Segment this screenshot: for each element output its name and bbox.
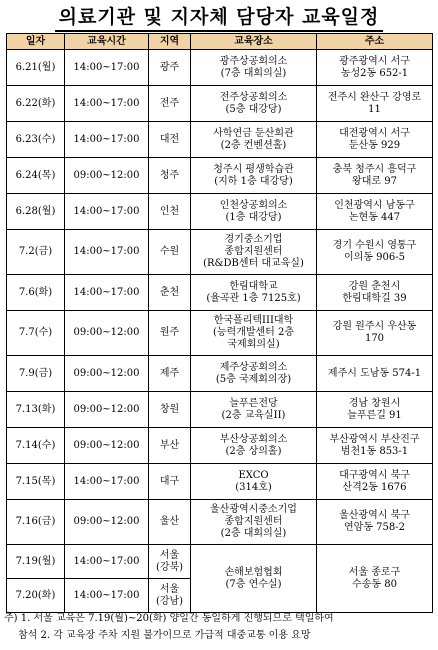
address-cell-line: 범천1동 853-1 bbox=[340, 445, 409, 457]
address-cell-line: 논현동 447 bbox=[348, 211, 401, 223]
venue-cell bbox=[191, 464, 317, 500]
venue-cell-line: (5층 대강당) bbox=[225, 103, 282, 115]
date-cell bbox=[7, 500, 65, 545]
venue-cell-line: (능력개발센터 2층 bbox=[212, 327, 295, 338]
date-cell-line: 6.28(월) bbox=[15, 205, 56, 217]
address-cell-line: 강원 춘천시 bbox=[348, 280, 401, 292]
address-cell bbox=[317, 275, 433, 311]
region-cell bbox=[149, 194, 191, 230]
date-cell-line: 7.19(월) bbox=[15, 555, 56, 567]
region-cell bbox=[149, 579, 191, 613]
table-row bbox=[7, 356, 433, 392]
venue-cell bbox=[191, 392, 317, 428]
region-cell bbox=[149, 500, 191, 545]
address-cell-line: 부산광역시 부산진구 bbox=[329, 433, 420, 445]
venue-cell-line: 청주시 평생학습관 bbox=[213, 163, 294, 175]
venue-cell-line: 사학연금 둔산회관 bbox=[213, 127, 294, 139]
time-cell bbox=[65, 311, 149, 356]
region-cell bbox=[149, 50, 191, 86]
address-cell-line: 경기 수원시 영통구 bbox=[332, 240, 417, 251]
region-cell bbox=[149, 311, 191, 356]
date-cell-line: 7.7(수) bbox=[18, 327, 53, 338]
time-cell-line: 09:00~12:00 bbox=[73, 367, 140, 379]
date-cell-line: 7.2(금) bbox=[18, 246, 53, 257]
region-cell bbox=[149, 392, 191, 428]
address-cell bbox=[317, 122, 433, 158]
time-cell-line: 14:00~17:00 bbox=[73, 475, 140, 487]
address-cell bbox=[317, 194, 433, 230]
venue-cell-line: (지하 1층 대강당) bbox=[214, 175, 293, 187]
date-cell bbox=[7, 428, 65, 464]
venue-cell bbox=[191, 194, 317, 230]
address-cell bbox=[317, 500, 433, 545]
address-cell-line: 170 bbox=[364, 333, 385, 344]
address-cell-line: 대전광역시 서구 bbox=[339, 127, 410, 139]
table-row bbox=[7, 392, 433, 428]
region-cell-line: 서울 bbox=[159, 583, 180, 595]
region-cell-line: 제주 bbox=[159, 367, 180, 379]
venue-cell-line: 광주상공회의소 bbox=[219, 55, 288, 67]
date-cell-line: 7.9(금) bbox=[18, 367, 53, 379]
date-cell bbox=[7, 579, 65, 613]
time-cell bbox=[65, 230, 149, 275]
venue-cell-line: 제주상공회의소 bbox=[219, 361, 288, 373]
address-cell-line: 전주시 완산구 강영로 bbox=[327, 91, 422, 103]
time-cell bbox=[65, 86, 149, 122]
table-row bbox=[7, 464, 433, 500]
address-cell-line: 대구광역시 북구 bbox=[339, 469, 410, 481]
date-cell bbox=[7, 356, 65, 392]
time-cell-line: 14:00~17:00 bbox=[73, 61, 140, 73]
time-cell-line: 14:00~17:00 bbox=[73, 555, 140, 567]
address-cell-line: 한림대학길 39 bbox=[342, 292, 407, 304]
venue-cell-line: (5층 국제회의장) bbox=[215, 373, 292, 385]
date-cell bbox=[7, 122, 65, 158]
venue-cell-line: 한국폴리텍III대학 bbox=[213, 315, 294, 326]
time-cell bbox=[65, 356, 149, 392]
address-cell bbox=[317, 545, 433, 613]
region-cell bbox=[149, 428, 191, 464]
region-cell bbox=[149, 122, 191, 158]
date-cell-line: 7.6(화) bbox=[18, 286, 53, 298]
region-cell-line: 원주 bbox=[159, 327, 180, 338]
address-cell-line: 11 bbox=[368, 103, 381, 115]
region-cell bbox=[149, 356, 191, 392]
venue-cell-line: (7층 연수실) bbox=[225, 578, 282, 590]
date-cell-line: 6.23(수) bbox=[15, 133, 56, 145]
table-row bbox=[7, 122, 433, 158]
address-cell-line: 산격2동 1676 bbox=[342, 481, 407, 493]
time-cell bbox=[65, 50, 149, 86]
region-cell-line: (강남) bbox=[155, 595, 184, 607]
address-cell-line: 둔산동 929 bbox=[348, 139, 401, 151]
table-row bbox=[7, 86, 433, 122]
schedule-table bbox=[6, 33, 433, 613]
date-cell bbox=[7, 50, 65, 86]
address-cell-line: 연암동 758-2 bbox=[344, 522, 405, 533]
venue-cell-line: (2층 컨벤션홀) bbox=[220, 139, 287, 151]
venue-cell-line: 인천상공회의소 bbox=[219, 199, 288, 211]
page-title-text: 의료기관 및 지자체 담당자 교육일정 bbox=[55, 6, 384, 32]
address-cell-line: 왕대로 97 bbox=[352, 175, 397, 187]
date-cell-line: 7.16(금) bbox=[15, 516, 56, 527]
date-cell-line: 6.21(월) bbox=[15, 61, 56, 73]
time-cell-line: 14:00~17:00 bbox=[73, 286, 140, 298]
header-time: 교육시간 bbox=[65, 34, 149, 50]
venue-cell-line: (314호) bbox=[235, 481, 272, 493]
venue-cell-line: (1층 대강당) bbox=[225, 211, 282, 223]
region-cell bbox=[149, 545, 191, 579]
venue-cell bbox=[191, 50, 317, 86]
date-cell-line: 6.24(목) bbox=[15, 169, 56, 181]
time-cell-line: 14:00~17:00 bbox=[73, 589, 140, 601]
venue-cell-line: 경기중소기업 bbox=[224, 234, 283, 245]
region-cell-line: 서울 bbox=[159, 549, 180, 561]
address-cell-line: 울산광역시 북구 bbox=[339, 510, 410, 521]
venue-cell-line: 전주상공회의소 bbox=[219, 91, 288, 103]
venue-cell-line: 한림대학교 bbox=[229, 280, 278, 292]
address-cell-line: 인천광역시 남동구 bbox=[334, 199, 415, 211]
address-cell-line: 광주광역시 서구 bbox=[339, 55, 410, 67]
date-cell-line: 7.20(화) bbox=[15, 589, 56, 601]
address-cell bbox=[317, 50, 433, 86]
time-cell bbox=[65, 158, 149, 194]
venue-cell-line: (7층 대회의실) bbox=[220, 67, 287, 79]
date-cell bbox=[7, 158, 65, 194]
address-cell-line: 서울 종로구 bbox=[348, 566, 401, 578]
address-cell bbox=[317, 464, 433, 500]
date-cell bbox=[7, 230, 65, 275]
table-row bbox=[7, 275, 433, 311]
region-cell-line: (강북) bbox=[155, 561, 184, 573]
time-cell bbox=[65, 194, 149, 230]
region-cell-line: 전주 bbox=[159, 97, 180, 109]
header-date: 일자 bbox=[7, 34, 65, 50]
address-cell bbox=[317, 230, 433, 275]
region-cell bbox=[149, 86, 191, 122]
region-cell-line: 대전 bbox=[159, 133, 180, 145]
date-cell bbox=[7, 464, 65, 500]
venue-cell-line: 손해보험협회 bbox=[224, 566, 283, 578]
venue-cell-line: EXCO bbox=[238, 469, 269, 481]
venue-cell-line: 부산상공회의소 bbox=[219, 433, 288, 445]
time-cell bbox=[65, 428, 149, 464]
time-cell-line: 09:00~12:00 bbox=[73, 327, 140, 338]
region-cell-line: 창원 bbox=[159, 403, 180, 415]
date-cell-line: 7.14(수) bbox=[15, 439, 56, 451]
table-body bbox=[7, 50, 433, 613]
page-title bbox=[0, 2, 438, 29]
venue-cell bbox=[191, 86, 317, 122]
date-cell-line: 7.15(목) bbox=[15, 475, 56, 487]
date-cell bbox=[7, 194, 65, 230]
time-cell-line: 09:00~12:00 bbox=[73, 439, 140, 451]
date-cell-line: 6.22(화) bbox=[15, 97, 56, 109]
venue-cell bbox=[191, 122, 317, 158]
address-cell-line: 이의동 906-5 bbox=[344, 252, 405, 263]
table-row bbox=[7, 158, 433, 194]
date-cell-line: 7.13(화) bbox=[15, 403, 56, 415]
time-cell bbox=[65, 579, 149, 613]
venue-cell bbox=[191, 311, 317, 356]
date-cell bbox=[7, 275, 65, 311]
address-cell bbox=[317, 428, 433, 464]
time-cell bbox=[65, 392, 149, 428]
time-cell-line: 09:00~12:00 bbox=[73, 403, 140, 415]
time-cell-line: 09:00~12:00 bbox=[73, 516, 140, 527]
venue-cell bbox=[191, 275, 317, 311]
venue-cell-line: 국제회의실) bbox=[227, 339, 280, 350]
time-cell-line: 14:00~17:00 bbox=[73, 133, 140, 145]
address-cell-line: 제주시 도남동 574-1 bbox=[327, 367, 422, 379]
table-row bbox=[7, 50, 433, 86]
date-cell bbox=[7, 392, 65, 428]
time-cell-line: 14:00~17:00 bbox=[73, 205, 140, 217]
venue-cell-line: (2층 교육실II) bbox=[221, 409, 286, 421]
footnote-2: 참석 2. 각 교육장 주차 지원 불가이므로 가급적 대중교통 이용 요망 bbox=[18, 630, 311, 641]
venue-cell-line: 늘푸른전당 bbox=[229, 397, 278, 409]
time-cell bbox=[65, 464, 149, 500]
region-cell-line: 대구 bbox=[159, 475, 180, 487]
time-cell-line: 14:00~17:00 bbox=[73, 246, 140, 257]
address-cell-line: 수송동 80 bbox=[352, 578, 397, 590]
region-cell-line: 인천 bbox=[159, 205, 180, 217]
region-cell-line: 청주 bbox=[159, 169, 180, 181]
date-cell bbox=[7, 311, 65, 356]
time-cell-line: 09:00~12:00 bbox=[73, 169, 140, 181]
address-cell-line: 늘푸른길 91 bbox=[347, 409, 402, 421]
venue-cell bbox=[191, 545, 317, 613]
region-cell-line: 수원 bbox=[159, 246, 180, 257]
address-cell bbox=[317, 158, 433, 194]
table-row bbox=[7, 500, 433, 545]
region-cell bbox=[149, 158, 191, 194]
venue-cell-line: 종합지원센터 bbox=[224, 246, 283, 257]
date-cell bbox=[7, 545, 65, 579]
header-region: 지역 bbox=[149, 34, 191, 50]
time-cell bbox=[65, 122, 149, 158]
time-cell-line: 14:00~17:00 bbox=[73, 97, 140, 109]
address-cell bbox=[317, 356, 433, 392]
venue-cell-line: (2층 상의홀) bbox=[225, 445, 282, 457]
region-cell-line: 울산 bbox=[159, 516, 180, 527]
region-cell-line: 부산 bbox=[159, 439, 180, 451]
address-cell-line: 강원 원주시 우산동 bbox=[332, 321, 417, 332]
address-cell bbox=[317, 392, 433, 428]
table-row bbox=[7, 230, 433, 275]
region-cell bbox=[149, 464, 191, 500]
address-cell bbox=[317, 86, 433, 122]
region-cell-line: 춘천 bbox=[159, 286, 180, 298]
address-cell-line: 농성2동 652-1 bbox=[340, 67, 409, 79]
venue-cell-line: (율곡관 1층 7125호) bbox=[206, 292, 301, 304]
footnote-1: 주) 1. 서울 교육은 7.19(월)~20(화) 양일간 동일하게 진행되므로 택일하여 bbox=[4, 613, 334, 624]
venue-cell-line: 종합지원센터 bbox=[224, 516, 283, 527]
venue-cell bbox=[191, 428, 317, 464]
venue-cell bbox=[191, 230, 317, 275]
region-cell bbox=[149, 275, 191, 311]
time-cell bbox=[65, 275, 149, 311]
venue-cell-line: (R&DB센터 대교육실) bbox=[203, 258, 304, 269]
table-header-row bbox=[7, 34, 433, 50]
address-cell bbox=[317, 311, 433, 356]
time-cell bbox=[65, 500, 149, 545]
venue-cell bbox=[191, 356, 317, 392]
header-venue: 교육장소 bbox=[191, 34, 317, 50]
table-row bbox=[7, 194, 433, 230]
region-cell bbox=[149, 230, 191, 275]
table-row bbox=[7, 428, 433, 464]
table-row bbox=[7, 311, 433, 356]
region-cell-line: 광주 bbox=[159, 61, 180, 73]
venue-cell bbox=[191, 158, 317, 194]
date-cell bbox=[7, 86, 65, 122]
header-address: 주소 bbox=[317, 34, 433, 50]
table-row bbox=[7, 545, 433, 579]
venue-cell bbox=[191, 500, 317, 545]
address-cell-line: 충북 청주시 흥덕구 bbox=[332, 163, 417, 175]
time-cell bbox=[65, 545, 149, 579]
address-cell-line: 경남 창원시 bbox=[348, 397, 401, 409]
venue-cell-line: (2층 대회의실) bbox=[220, 528, 287, 539]
venue-cell-line: 울산광역시중소기업 bbox=[210, 504, 297, 515]
